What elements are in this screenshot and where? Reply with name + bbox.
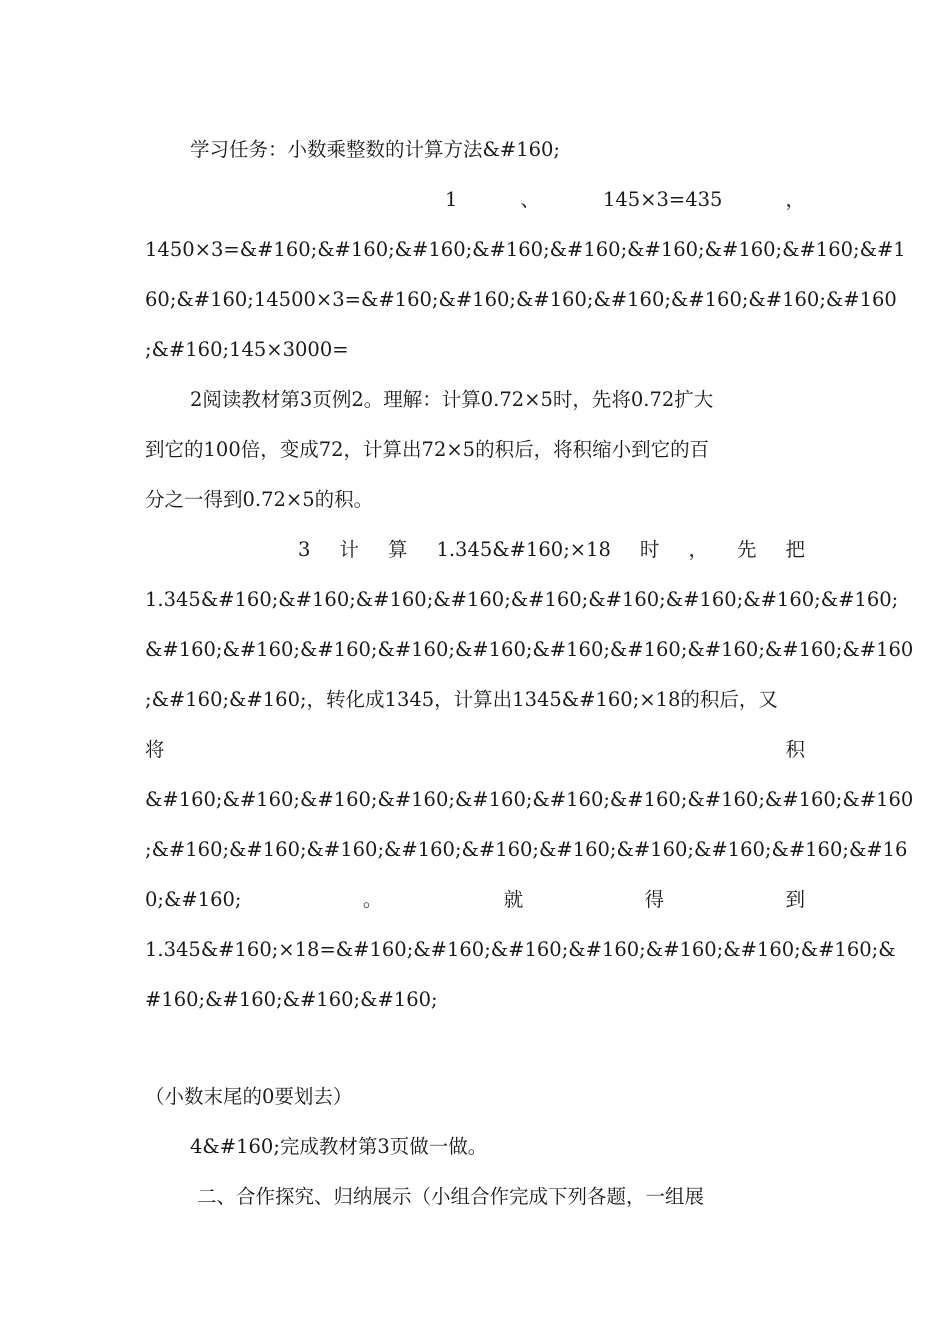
comma: ，: [688, 538, 708, 561]
text-line: &#160;&#160;&#160;&#160;&#160;&#160;&#160;&#160;&#160;&#160: [145, 788, 914, 811]
text-line: #160;&#160;&#160;&#160;: [145, 988, 438, 1011]
item-3-header: [298, 538, 805, 562]
comma: ，: [785, 188, 805, 211]
text-line: &#160;&#160;&#160;&#160;&#160;&#160;&#160;&#160;&#160;&#160: [145, 638, 914, 661]
text-line: 1450×3=&#160;&#160;&#160;&#160;&#160;&#160;&#160;&#160;&#1: [145, 238, 906, 261]
text-line: 到它的100倍，变成72，计算出72×5的积后，将积缩小到它的百: [145, 438, 710, 461]
equation: 145×3=435: [602, 188, 723, 211]
item-1-header: [445, 188, 805, 212]
example-2-paragraph: 2阅读教材第3页例2。理解：计算0.72×5时，先将0.72扩大: [190, 388, 714, 411]
word: 计: [339, 538, 359, 561]
period: 。: [362, 888, 383, 911]
item-number: 3: [298, 538, 311, 561]
text-line-justified: [145, 888, 805, 912]
task-heading: 学习任务：小数乘整数的计算方法&#160;: [190, 138, 560, 161]
word: 就: [503, 888, 524, 911]
text-line: 1.345&#160;×18=&#160;&#160;&#160;&#160;&#160;&#160;&#160;&: [145, 938, 896, 961]
word: 0;&#160;: [145, 888, 242, 911]
word: 到: [785, 888, 805, 911]
text-line: 60;&#160;14500×3=&#160;&#160;&#160;&#160;&#160;&#160;&#160: [145, 288, 897, 311]
item-4-line: 4&#160;完成教材第3页做一做。: [190, 1135, 488, 1158]
word: 得: [644, 888, 665, 911]
text-line: 分之一得到0.72×5的积。: [145, 488, 374, 511]
note-line: （小数末尾的0要划去）: [145, 1085, 353, 1108]
section-two-heading: 二、合作探究、归纳展示（小组合作完成下列各题，一组展: [197, 1185, 705, 1208]
item-number: 1: [445, 188, 458, 211]
text-line: 1.345&#160;&#160;&#160;&#160;&#160;&#160;&#160;&#160;&#160;: [145, 588, 899, 611]
word: 将: [145, 738, 165, 761]
word: 把: [785, 538, 805, 561]
word: 先: [736, 538, 757, 561]
enumeration-comma: 、: [520, 188, 540, 211]
text-line: ;&#160;145×3000=: [145, 338, 349, 361]
word: 积: [785, 738, 805, 761]
text-line-justified: [145, 738, 805, 762]
text-line: ;&#160;&#160;，转化成1345，计算出1345&#160;×18的积后，又: [145, 688, 778, 711]
word: 算: [387, 538, 408, 561]
expression: 1.345&#160;×18: [436, 538, 611, 561]
text-line: ;&#160;&#160;&#160;&#160;&#160;&#160;&#160;&#160;&#160;&#16: [145, 838, 908, 861]
word: 时: [639, 538, 660, 561]
